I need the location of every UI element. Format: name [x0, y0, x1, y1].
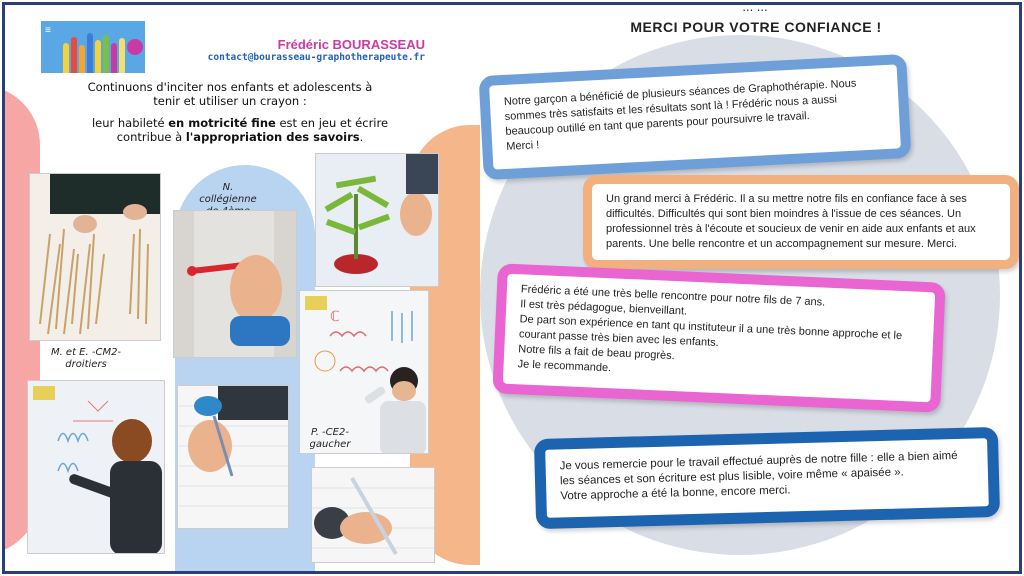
- photo-collegienne: [173, 210, 297, 358]
- author-name: Frédéric BOURASSEAU: [277, 37, 425, 52]
- writing-hand-illustration: [178, 386, 289, 529]
- cm2-board-illustration: [28, 381, 165, 554]
- body-text-2: est en jeu et écrire contribue à: [116, 116, 389, 144]
- photo-sticks: [29, 173, 161, 341]
- testimonial-text-1: Notre garçon a bénéficié de plusieurs séances de Graphothérapie. Nous sommes très satisfaits et les résultats sont là ! Frédéric nous a aussi beaucoup outillé en tant que parents pour poursuivre le travail. Merci !: [503, 77, 857, 153]
- logo-mark-icon: ≡: [45, 25, 51, 36]
- pencils-logo: [41, 21, 145, 73]
- writing-hand-2-illustration: [312, 468, 435, 563]
- testimonial-card-3: [492, 263, 945, 412]
- testimonial-card-2: [583, 175, 1019, 269]
- hand-pencil-illustration: [174, 211, 297, 358]
- testimonial-text-4: Je vous remercie pour le travail effectué auprès de notre fille : elle a bien aimé les séances et son écriture est plus lisible, voire même « apaisée ». Votre approche a été la bonne, encore merci.: [559, 450, 958, 503]
- caption-ce2: P. -CE2- gaucher: [309, 427, 351, 450]
- testimonial-text-2: Un grand merci à Frédéric. Il a su mettre notre fils en confiance face à ses difficultés. Difficultés qui sont bien moindres à l'issue de ces séances. Un professionnel très à l'écoute et soucieux de venir en aide aux enfants et aux parents. Une belle rencontre et un accompagnement sur mesure. Merci.: [606, 193, 976, 250]
- sticks-illustration: [30, 174, 161, 341]
- page-title: MERCI POUR VOTRE CONFIANCE !: [630, 19, 882, 35]
- body-bold-1: en motricité fine: [168, 116, 276, 130]
- caption-college: N. collégienne: [199, 182, 257, 205]
- body-text-3: .: [359, 130, 364, 144]
- intro-body: [85, 116, 395, 144]
- body-bold-2: l'appropriation des savoirs: [185, 130, 360, 144]
- body-text-1: leur habileté: [91, 116, 169, 130]
- author-email[interactable]: contact@bourasseau-graphotherapeute.fr: [207, 52, 425, 63]
- photo-tree-game: [315, 153, 439, 287]
- intro-text: Continuons d'inciter nos enfants et adolescents à tenir et utiliser un crayon :: [87, 80, 373, 108]
- testimonial-text-3: Frédéric a été une très belle rencontre pour notre fils de 7 ans. Il est très pédagogue, bienveillant. De part son expérience en tant qu instituteur il a une très bonne approche et le courant passe très bien avec les enfants. Notre fils a fait de beau progrès. Je le recommande.: [517, 283, 903, 375]
- caption-cm2: M. et E. -CM2- droitiers: [50, 347, 122, 370]
- photo-handwriting-2: [311, 467, 435, 563]
- photo-handwriting-1: [177, 385, 289, 529]
- page-frame: [2, 2, 1022, 574]
- svg-text:ℂ: ℂ: [330, 308, 340, 324]
- photo-cm2-board: [27, 380, 165, 554]
- tree-game-illustration: [316, 154, 439, 287]
- title-top-clipped: ... ...: [742, 2, 768, 14]
- testimonial-card-4: [534, 427, 1000, 529]
- logo-circle-icon: [127, 39, 143, 55]
